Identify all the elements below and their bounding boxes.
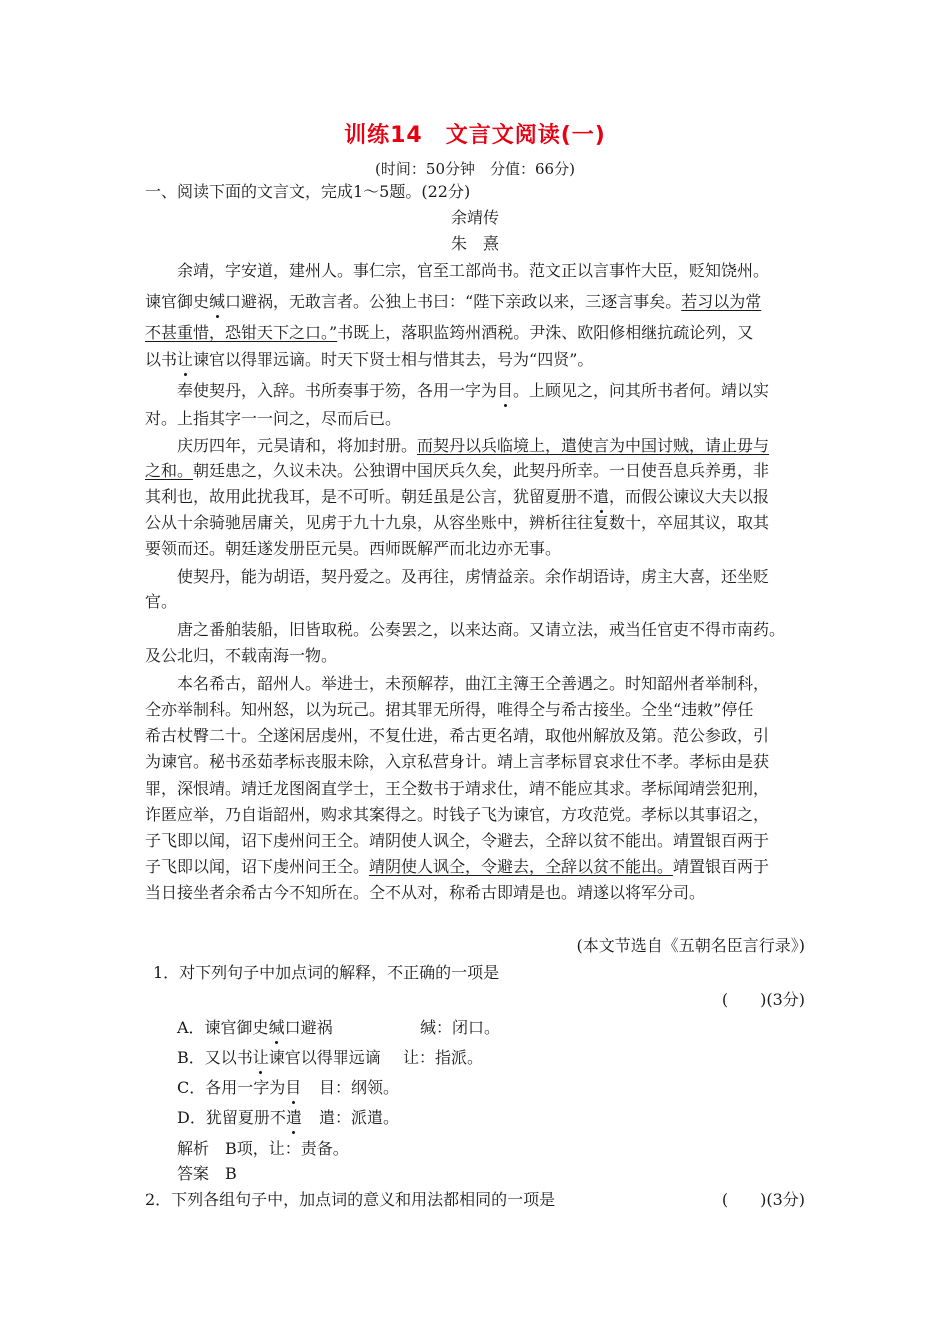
passage-line: 及公北归，不载南海一物。 — [145, 646, 338, 665]
option-c — [177, 1078, 842, 1098]
passage-line: 对。上指其字一一问之，尽而后已。 — [145, 409, 402, 428]
passage-line: 子飞即以闻，诏下虔州问王仝。靖阴使人讽仝，令避去，仝辞以贫不能出。靖置银百两于 — [145, 831, 770, 850]
passage-text: 书既上，落职监筠州酒税。尹洙、欧阳修相继抗疏论列，又 — [337, 323, 754, 342]
emphasis-dot: 让 — [252, 1048, 269, 1067]
question-1-score: ( )(3分) — [721, 990, 805, 1009]
option-a-gloss: 缄：闭口。 — [420, 1018, 501, 1037]
passage-line: 当日接坐者余希古今不知所在。仝不从对，称希古即靖是也。靖遂以将军分司。 — [145, 883, 706, 902]
passage-line: 余靖，字安道，建州人。事仁宗，官至工部尚书。范文正以言事忤大臣，贬知饶州。 — [177, 261, 770, 280]
option-d-sentence: D．犹留夏册不遣 — [177, 1108, 302, 1127]
source-citation: (本文节选自《五朝名臣言行录》) — [576, 936, 805, 955]
option-b-gloss: 让：指派。 — [403, 1048, 484, 1067]
passage-line: 罪，深恨靖。靖迁龙图阁直学士，王仝数书于靖求仕，靖不能应其求。孝标闻靖尝犯刑， — [145, 779, 770, 798]
passage-line — [177, 436, 842, 456]
option-d-gloss: 遣：派遣。 — [319, 1108, 400, 1127]
option-c-gloss: 目：纲领。 — [319, 1078, 400, 1097]
page-subtitle: (时间：50分钟 分值：66分) — [375, 160, 575, 178]
passage-text: 朝廷患之，久议未决。公独谓中国厌兵久矣，此契丹所幸。一日使吾息兵养勇，非 — [193, 461, 770, 480]
emphasis-dot: 让 — [177, 350, 194, 369]
emphasis-dot: 缄 — [209, 292, 226, 311]
passage-text: 谏官御史缄口避祸，无敢言者。公独上书曰：“陛下亲政以来，三逐言事矣。 — [145, 292, 682, 311]
option-d — [177, 1108, 842, 1128]
option-a-sentence: A．谏官御史缄口避祸 — [177, 1018, 333, 1037]
option-c-sentence: C．各用一字为目 — [177, 1078, 302, 1097]
passage-line — [145, 350, 810, 370]
passage-line: 诈匿应举，乃自诣韶州，购求其案得之。时钱子飞为谏官，方攻范党。孝标以其事诏之， — [145, 805, 770, 824]
passage-text: 其利也，故用此扰我耳，是不可听。朝廷虽是公言，犹留夏册不遣，而假公谏议大夫以报 — [145, 487, 770, 506]
passage-line: 使契丹，能为胡语，契丹爱之。及再往，虏情益亲。余作胡语诗，虏主大喜，还坐贬 — [177, 567, 770, 586]
passage-line — [145, 487, 810, 507]
passage-text: 子飞即以闻，诏下虔州问王仝。 — [145, 857, 370, 876]
underlined-sentence: 靖阴使人讽仝，令避去，仝辞以贫不能出。 — [369, 857, 674, 876]
passage-line — [145, 292, 810, 312]
passage-text: 奉使契丹，入辞。书所奏事于笏，各用一字为目。上顾见之，问其所书者何。靖以实 — [177, 381, 770, 400]
passage-line: 仝亦举制科。知州怒，以为玩己。捃其罪无所得，唯得仝与希古接坐。仝坐“违敕”停任 — [145, 700, 754, 719]
option-a — [177, 1018, 842, 1038]
emphasis-dot: 目 — [497, 381, 514, 400]
passage-line: 要领而还。朝廷遂发册臣元昊。西师既解严而北边亦无事。 — [145, 539, 562, 558]
option-b — [177, 1048, 842, 1068]
emphasis-dot: 遣 — [593, 487, 610, 506]
passage-text: 庆历四年，元昊请和，将加封册。 — [177, 436, 418, 455]
option-b-sentence: B．又以书让谏官以得罪远谪 — [177, 1048, 381, 1067]
question-2-stem: 2．下列各组句子中，加点词的意义和用法都相同的一项是 — [145, 1190, 556, 1209]
page-title: 训练14 文言文阅读(一) — [344, 123, 606, 148]
question-1-answer: 答案 B — [177, 1164, 237, 1183]
passage-title: 余靖传 — [450, 208, 499, 227]
passage-line — [177, 381, 842, 401]
underlined-sentence: 若习以为常 — [681, 292, 762, 311]
passage-line: 为谏官。秘书丞茹孝标丧服未除，入京私营身计。靖上言孝标冒哀求仕不孝。孝标由是获 — [145, 752, 770, 771]
passage-line: 本名希古，韶州人。举进士，未预解荐，曲江主簿王仝善遇之。时知韶州者举制科， — [177, 674, 770, 693]
passage-line: 公从十余骑驰居庸关，见虏于九十九泉，从容坐账中，辨析往往复数十，卒屈其议，取其 — [145, 513, 770, 532]
underlined-sentence: 不甚重惜，恐钳天下之口。” — [145, 323, 338, 342]
emphasis-dot: 缄 — [268, 1018, 285, 1037]
passage-text: 靖置银百两于 — [673, 857, 770, 876]
question-2-score: ( )(3分) — [721, 1190, 805, 1209]
passage-line — [145, 461, 810, 481]
passage-text: 以书让谏官以得罪远谪。时天下贤士相与惜其去，号为“四贤”。 — [145, 350, 594, 369]
section-instruction: 一、阅读下面的文言文，完成1～5题。(22分) — [145, 182, 471, 201]
passage-line: 希古杖臀二十。仝遂闲居虔州，不复仕进，希古更名靖，取他州解放及第。范公参政，引 — [145, 726, 770, 745]
passage-line: 官。 — [145, 592, 178, 611]
question-1-stem: 1．对下列句子中加点词的解释，不正确的一项是 — [153, 963, 500, 982]
emphasis-dot: 目 — [285, 1078, 302, 1097]
passage-line — [145, 857, 810, 877]
question-1-analysis: 解析 B项，让：责备。 — [177, 1139, 349, 1158]
passage-line — [145, 323, 810, 343]
passage-author: 朱 熹 — [450, 234, 499, 253]
underlined-sentence: 而契丹以兵临境上，遣使言为中国讨贼，请止毋与 — [417, 436, 770, 455]
emphasis-dot: 遣 — [285, 1108, 302, 1127]
underlined-sentence: 之和。 — [145, 461, 194, 480]
passage-line: 唐之番舶装船，旧皆取税。公奏罢之，以来达商。又请立法，戒当任官吏不得市南药。 — [177, 620, 786, 639]
